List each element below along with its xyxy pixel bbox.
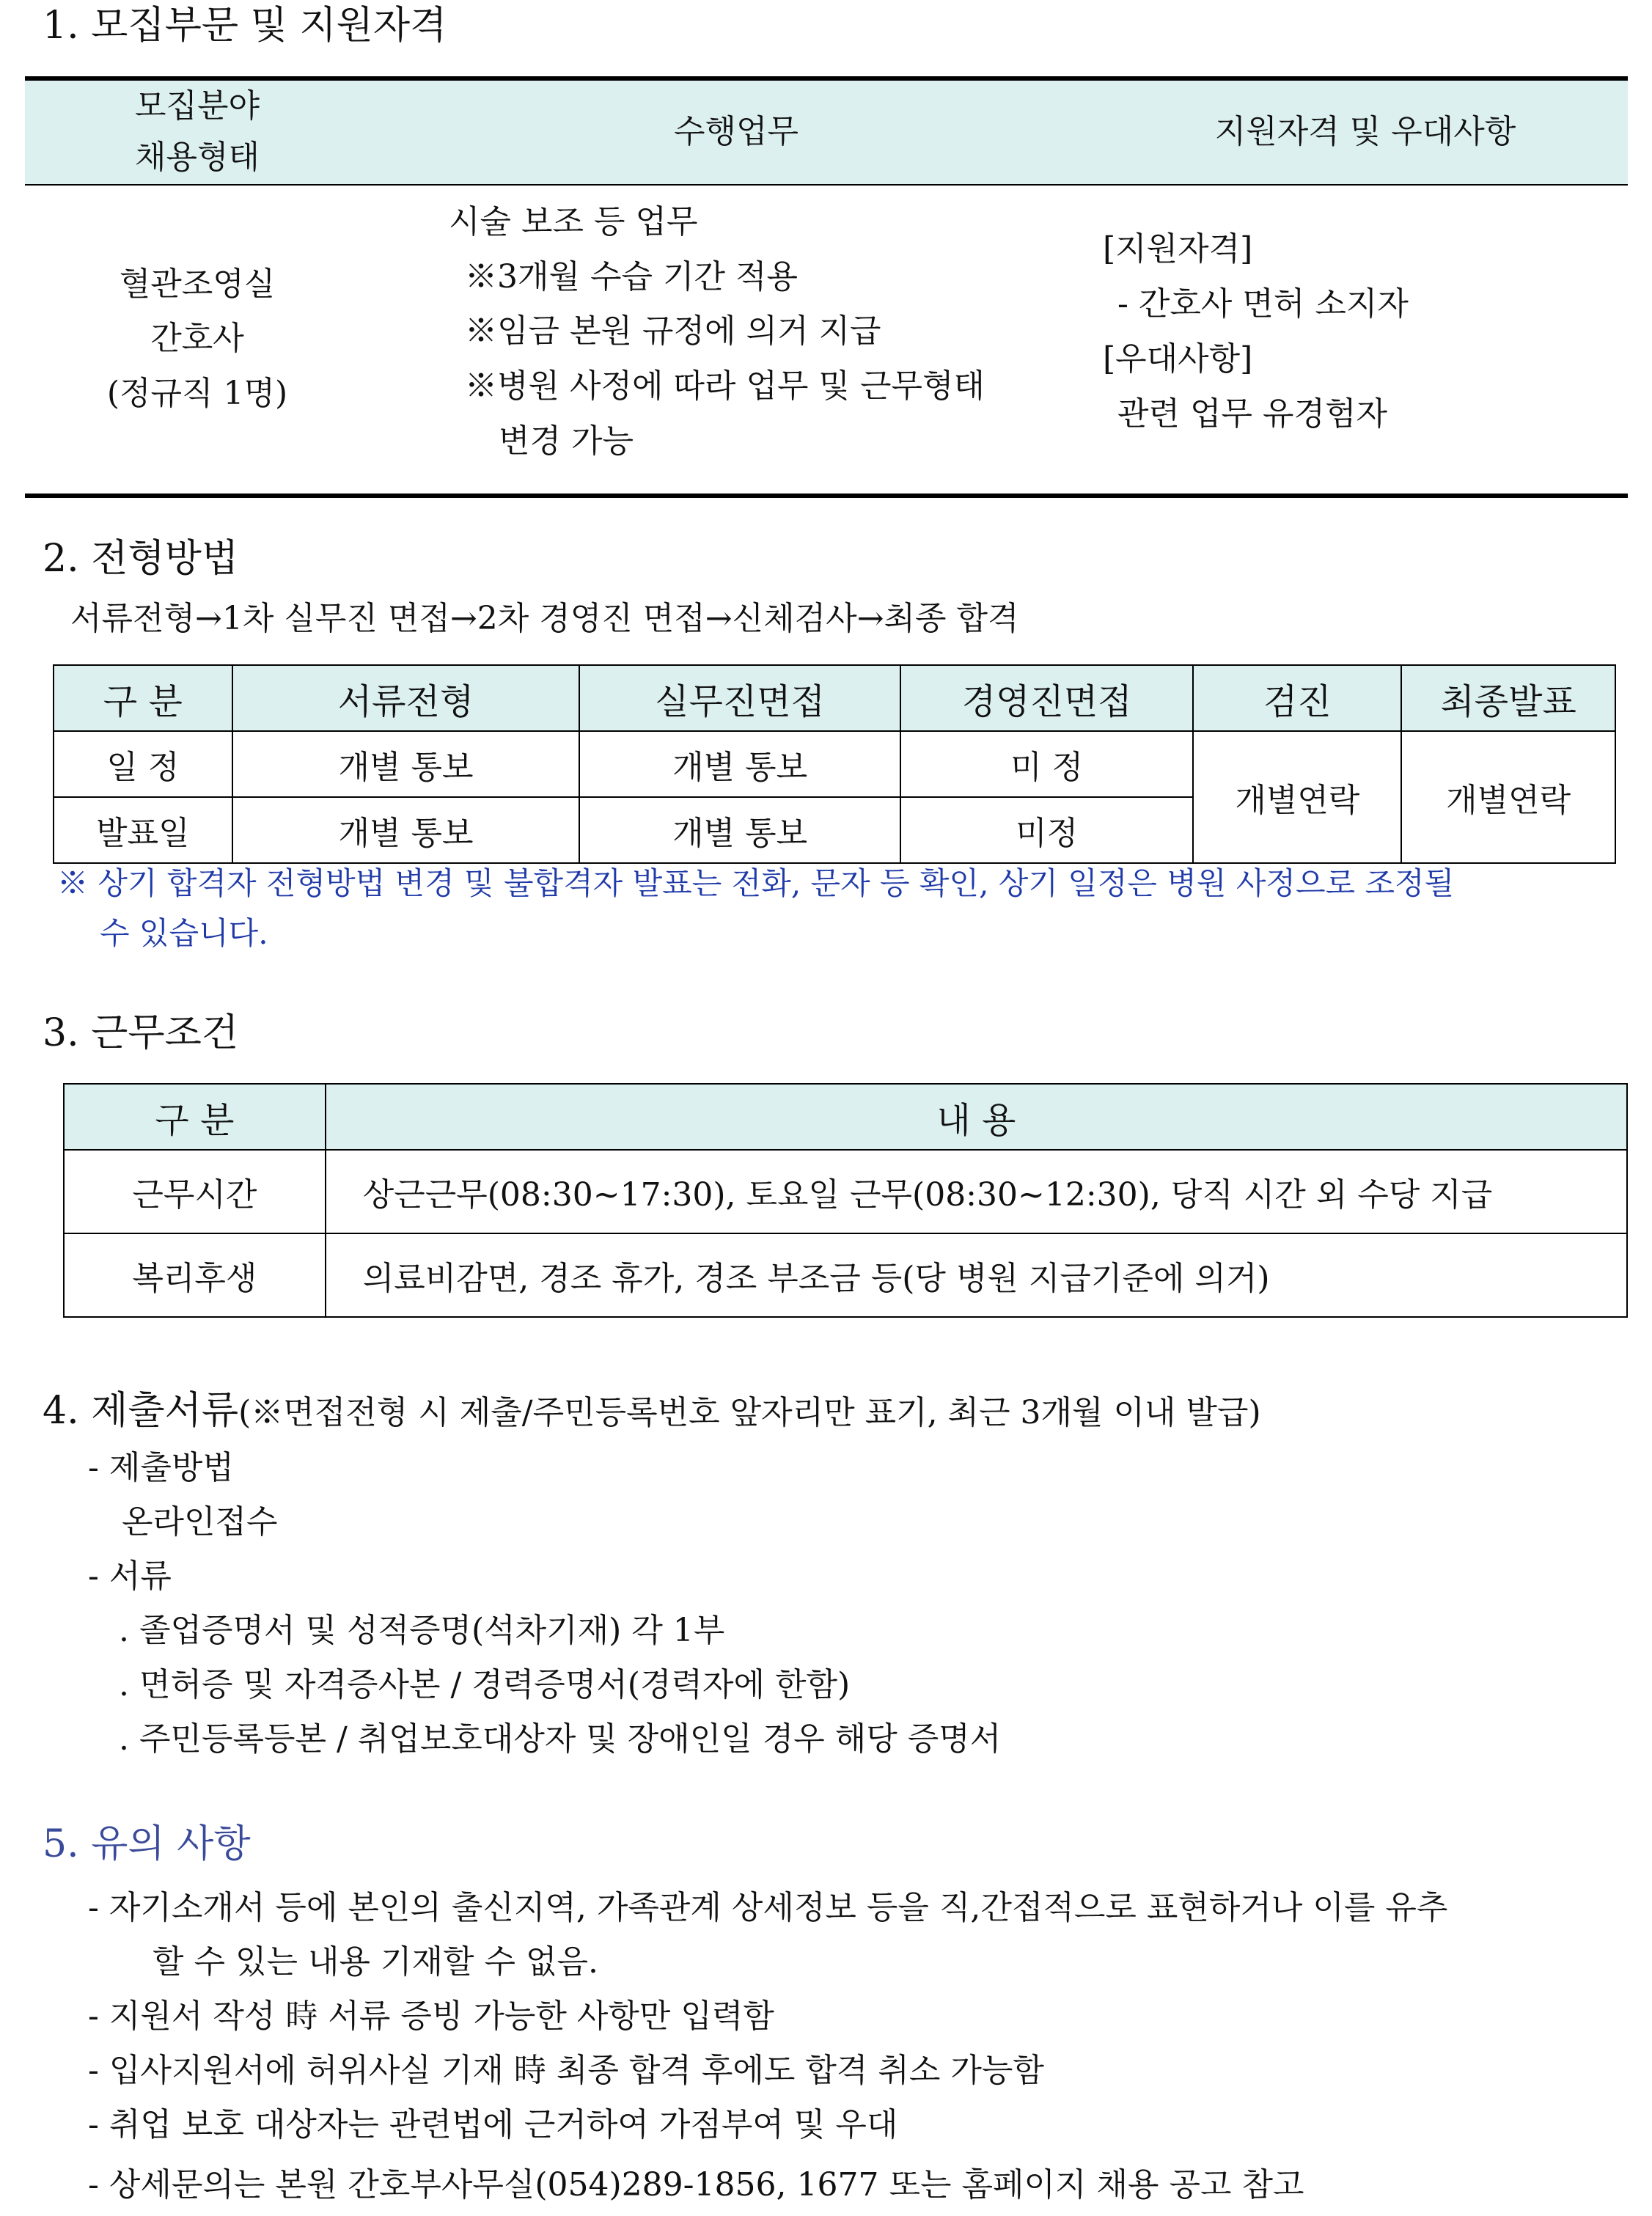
submit-method-value: 온라인접수 [122, 1503, 278, 1541]
header-duties: 수행업무 [370, 78, 1103, 185]
notice-item: - 입사지원서에 허위사실 기재 時 최종 합격 후에도 합격 취소 가능함 [88, 2052, 1044, 2089]
work-conditions-table [63, 1083, 1628, 1318]
row-label: 발표일 [54, 797, 232, 863]
cell-value: 개별 통보 [232, 797, 580, 863]
section1-title: 1. 모집부문 및 지원자격 [43, 4, 447, 48]
selection-process: 서류전형→1차 실무진 면접→2차 경영진 면접→신체검사→최종 합격 [70, 600, 1019, 637]
table-row [54, 731, 1615, 797]
duty-line: ※임금 본원 규정에 의거 지급 [465, 312, 881, 351]
section4-title: 4. 제출서류 [43, 1389, 239, 1433]
qualifications-cell [1103, 185, 1628, 496]
header-document-screening: 서류전형 [232, 665, 580, 731]
row-label: 근무시간 [64, 1150, 326, 1233]
header-staff-interview: 실무진면접 [579, 665, 900, 731]
qualification-line: - 간호사 면허 소지자 [1117, 285, 1409, 323]
header-category: 구 분 [64, 1084, 326, 1150]
section4-title-row [43, 1390, 1261, 1434]
table-row [64, 1150, 1627, 1233]
cell-value: 개별 통보 [579, 731, 900, 797]
position-role: 간호사 [150, 320, 244, 358]
document-item: . 면허증 및 자격증사본 / 경력증명서(경력자에 한함) [119, 1666, 851, 1703]
table-row [25, 185, 1628, 496]
cell-value: 개별 통보 [232, 731, 580, 797]
header-employment-type: 채용형태 [134, 139, 260, 177]
header-final-announcement: 최종발표 [1401, 665, 1615, 731]
row-content: 의료비감면, 경조 휴가, 경조 부조금 등(당 병원 지급기준에 의거) [326, 1233, 1627, 1317]
cell-value: 미정 [900, 797, 1194, 863]
recruitment-table [25, 76, 1628, 498]
checkup-value: 개별연락 [1193, 731, 1401, 863]
header-field: 모집분야 [134, 87, 260, 125]
position-cell [25, 185, 370, 496]
final-value: 개별연락 [1401, 731, 1615, 863]
header-qualifications: 지원자격 및 우대사항 [1103, 78, 1628, 185]
position-type: (정규직 1명) [106, 375, 288, 413]
selection-schedule-table [53, 664, 1616, 864]
notice-item-cont: 할 수 있는 내용 기재할 수 없음. [153, 1943, 598, 1981]
header-category: 구 분 [54, 665, 232, 731]
cell-value: 개별 통보 [579, 797, 900, 863]
header-content: 내 용 [326, 1084, 1627, 1150]
duty-line: ※병원 사정에 따라 업무 및 근무형태 [465, 367, 985, 406]
notice-item: - 자기소개서 등에 본인의 출신지역, 가족관계 상세정보 등을 직,간접적으로 표현하거나 이를 유추 [88, 1889, 1448, 1926]
header-executive-interview: 경영진면접 [900, 665, 1194, 731]
duty-line: 변경 가능 [499, 422, 634, 460]
notice-item-contact: - 상세문의는 본원 간호부사무실(054)289-1856, 1677 또는 홈페이지 채용 공고 참고 [88, 2166, 1304, 2204]
submit-method-label: - 제출방법 [88, 1449, 234, 1486]
section4-title-note: (※면접전형 시 제출/주민등록번호 앞자리만 표기, 최근 3개월 이내 발급) [238, 1394, 1261, 1431]
selection-note: ※ 상기 합격자 전형방법 변경 및 불합격자 발표는 전화, 문자 등 확인, 상기 일정은 병원 사정으로 조정될 [57, 865, 1455, 901]
document-item: . 주민등록등본 / 취업보호대상자 및 장애인일 경우 해당 증명서 [119, 1720, 1002, 1758]
cell-value: 미 정 [900, 731, 1194, 797]
selection-note-cont: 수 있습니다. [100, 915, 268, 951]
section3-title: 3. 근무조건 [43, 1011, 239, 1055]
qualification-line: [우대사항] [1103, 340, 1253, 378]
row-label: 일 정 [54, 731, 232, 797]
position-dept: 혈관조영실 [119, 265, 276, 303]
row-label: 복리후생 [64, 1233, 326, 1317]
duties-cell [370, 185, 1103, 496]
notice-item: - 지원서 작성 時 서류 증빙 가능한 사항만 입력함 [88, 1997, 774, 2035]
documents-label: - 서류 [88, 1558, 172, 1595]
section5-title: 5. 유의 사항 [43, 1822, 251, 1866]
document-item: . 졸업증명서 및 성적증명(석차기재) 각 1부 [119, 1612, 725, 1649]
qualification-line: 관련 업무 유경험자 [1117, 395, 1388, 433]
duty-line: ※3개월 수습 기간 적용 [465, 257, 798, 296]
header-field-type [25, 78, 370, 185]
header-checkup: 검진 [1193, 665, 1401, 731]
conditions-table-header [64, 1084, 1627, 1150]
table-row [64, 1233, 1627, 1317]
row-content: 상근근무(08:30~17:30), 토요일 근무(08:30~12:30), 당직 시간 외 수당 지급 [326, 1150, 1627, 1233]
duty-line: 시술 보조 등 업무 [449, 202, 698, 241]
qualification-line: [지원자격] [1103, 230, 1253, 268]
section2-title: 2. 전형방법 [43, 537, 239, 581]
recruitment-table-header [25, 78, 1628, 185]
schedule-table-header [54, 665, 1615, 731]
notice-item: - 취업 보호 대상자는 관련법에 근거하여 가점부여 및 우대 [88, 2106, 898, 2143]
